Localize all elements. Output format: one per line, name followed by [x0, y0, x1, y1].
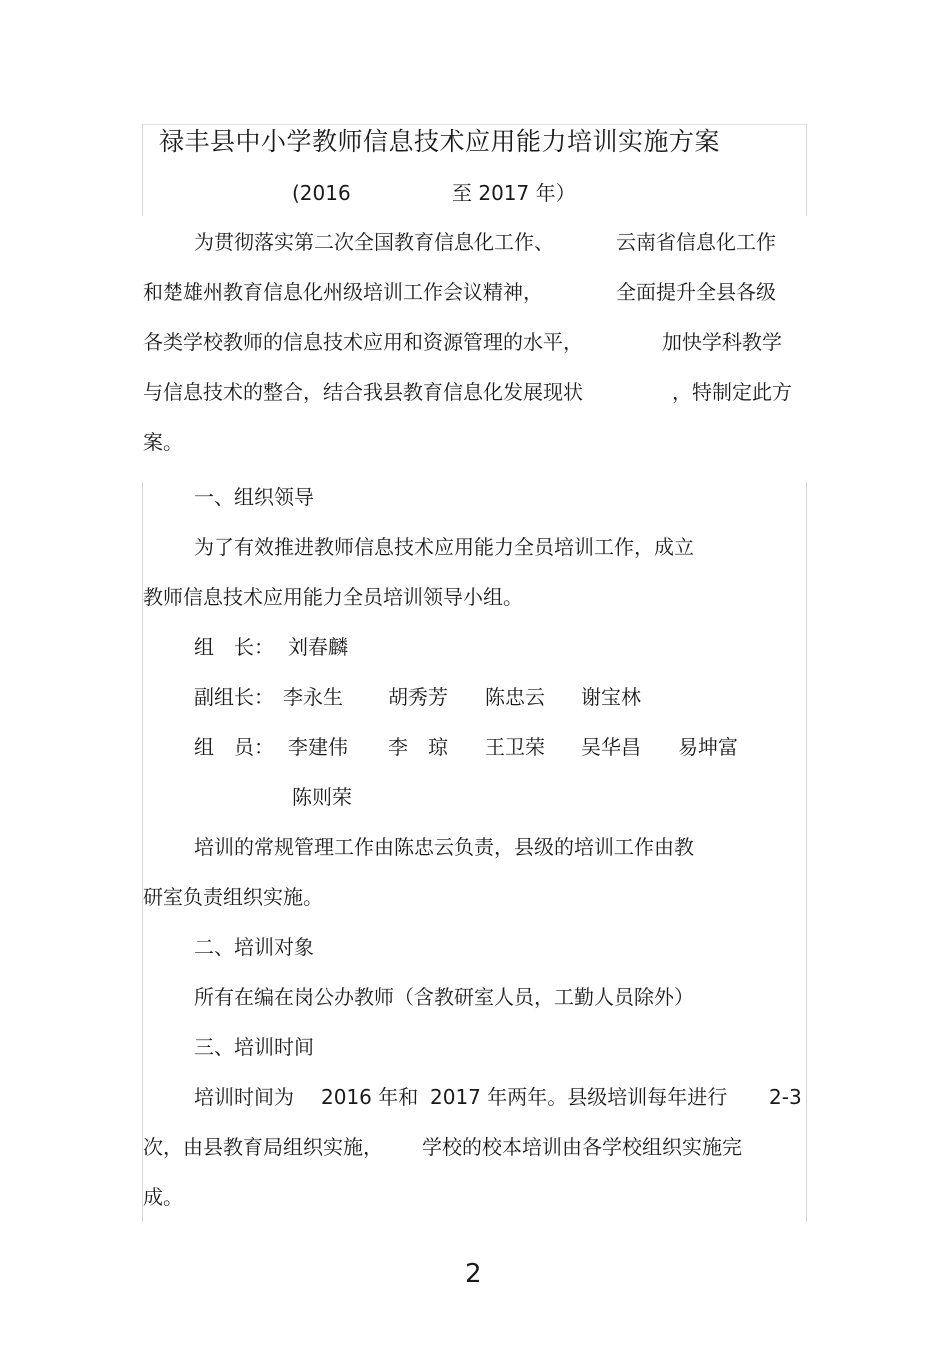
section2-text: 所有在编在岗公办教师（含教研室人员，工勤人员除外） — [194, 985, 694, 1009]
intro-line-4a: 与信息技术的整合，结合我县教育信息化发展现状 — [143, 380, 583, 404]
intro-line-2a: 和楚雄州教育信息化州级培训工作会议精神， — [143, 280, 543, 304]
member-name-3: 王卫荣 — [485, 735, 545, 759]
intro-line-3a: 各类学校教师的信息技术应用和资源管理的水平， — [143, 330, 583, 354]
section2-heading: 二、培训对象 — [194, 935, 314, 959]
section3-line3: 成。 — [143, 1185, 183, 1209]
leader-label: 组 长： — [194, 635, 274, 659]
deputy-name-1: 李永生 — [283, 685, 343, 709]
intro-line-2b: 全面提升全县各级 — [616, 280, 776, 304]
leader-name: 刘春麟 — [288, 635, 348, 659]
section3-line1c: 2017 年两年。县级培训每年进行 — [430, 1085, 728, 1109]
intro-line-4b: ，特制定此方 — [672, 380, 792, 404]
member-label: 组 员： — [194, 735, 274, 759]
member-name-5: 易坤富 — [678, 735, 738, 759]
date-range-start: (2016 — [292, 181, 351, 205]
date-range-end: 至 2017 年） — [452, 181, 576, 205]
intro-line-3b: 加快学科教学 — [662, 330, 782, 354]
intro-line-1a: 为贯彻落实第二次全国教育信息化工作、 — [194, 230, 554, 254]
body-box-right-rule — [806, 482, 807, 1222]
deputy-name-2: 胡秀芳 — [388, 685, 448, 709]
section1-p1-line1: 为了有效推进教师信息技术应用能力全员培训工作，成立 — [194, 535, 694, 559]
section3-line2a: 次，由县教育局组织实施， — [143, 1135, 383, 1159]
member-name-6: 陈则荣 — [292, 785, 352, 809]
title-box-right-rule — [806, 124, 807, 216]
page-title: 禄丰县中小学教师信息技术应用能力培训实施方案 — [159, 127, 721, 156]
section1-p2-line1: 培训的常规管理工作由陈忠云负责，县级的培训工作由教 — [194, 835, 694, 859]
page-number: 2 — [465, 1259, 482, 1289]
section1-p2-line2: 研室负责组织实施。 — [143, 885, 323, 909]
deputy-name-3: 陈忠云 — [485, 685, 545, 709]
section3-heading: 三、培训时间 — [194, 1035, 314, 1059]
section3-line1b: 2016 年和 — [321, 1085, 419, 1109]
deputy-name-4: 谢宝林 — [581, 685, 641, 709]
member-name-4: 吴华昌 — [581, 735, 641, 759]
section3-line2b: 学校的校本培训由各学校组织实施完 — [422, 1135, 742, 1159]
section3-line1d: 2-3 — [769, 1085, 802, 1109]
deputy-label: 副组长： — [194, 685, 274, 709]
member-name-2: 李 琼 — [388, 735, 448, 759]
section1-p1-line2: 教师信息技术应用能力全员培训领导小组。 — [143, 585, 523, 609]
title-box-left-rule — [142, 124, 143, 216]
intro-line-5: 案。 — [143, 430, 183, 454]
section1-heading: 一、组织领导 — [194, 485, 314, 509]
member-name-1: 李建伟 — [288, 735, 348, 759]
section3-line1a: 培训时间为 — [194, 1085, 294, 1109]
intro-line-1b: 云南省信息化工作 — [616, 230, 776, 254]
